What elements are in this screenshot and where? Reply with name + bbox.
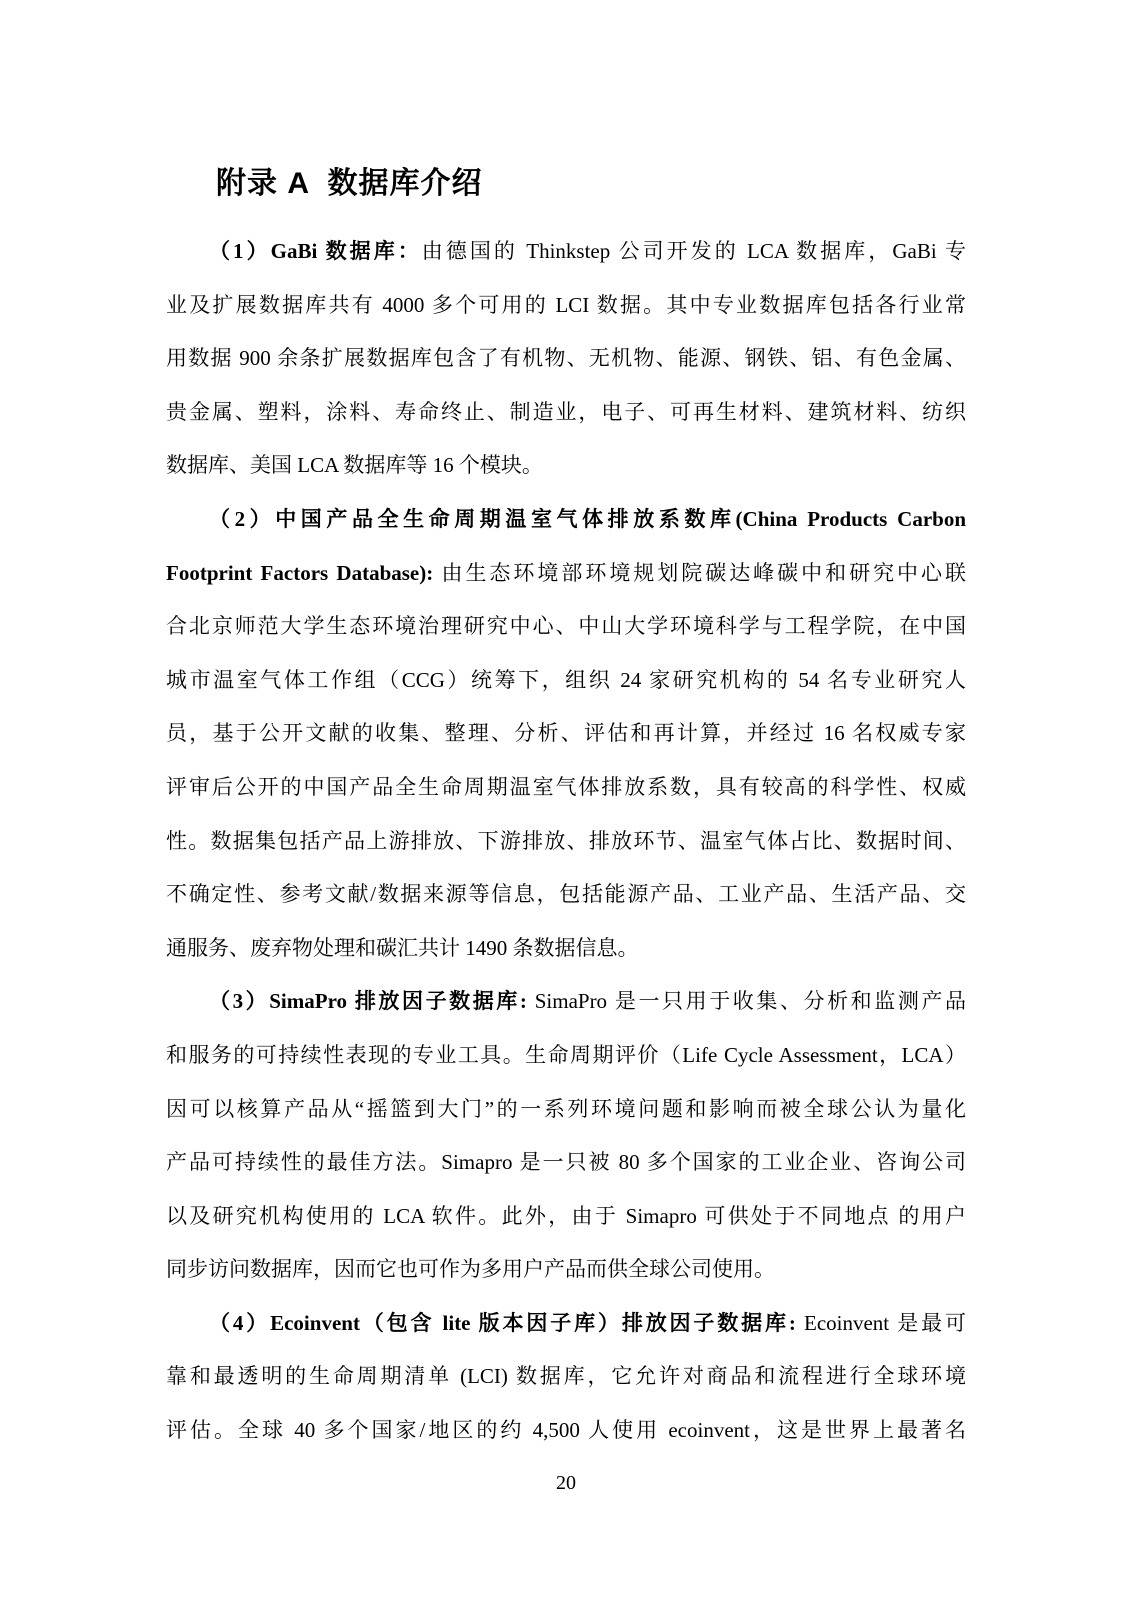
text-segment: 不确定性、参考文献/数据来源等信息，包括能源产品、工业产品、生活产品、交 xyxy=(166,882,966,907)
text-line xyxy=(166,439,966,493)
paragraph-china-products-carbon xyxy=(166,493,966,975)
bold-text-segment: Footprint Factors Database): xyxy=(166,560,442,585)
text-segment: 评估。全球 40 多个国家/地区的约 4,500 人使用 ecoinvent，这是世界上最著名 xyxy=(166,1418,966,1443)
text-line xyxy=(166,654,966,708)
document-body xyxy=(166,225,966,1458)
text-line xyxy=(166,493,966,547)
paragraph-simapro xyxy=(166,975,966,1297)
paragraph-ecoinvent xyxy=(166,1297,966,1458)
text-line xyxy=(166,332,966,386)
text-segment: 贵金属、塑料，涂料、寿命终止、制造业，电子、可再生材料、建筑材料、纺织 xyxy=(166,399,966,424)
text-segment: 通服务、废弃物处理和碳汇共计 1490 条数据信息。 xyxy=(166,935,639,960)
text-segment: 因可以核算产品从“摇篮到大门”的一系列环境问题和影响而被全球公认为量化 xyxy=(166,1096,966,1121)
text-line xyxy=(166,1350,966,1404)
text-segment: 同步访问数据库，因而它也可作为多用户产品而供全球公司使用。 xyxy=(166,1257,775,1282)
text-line xyxy=(166,1029,966,1083)
text-segment: 评审后公开的中国产品全生命周期温室气体排放系数，具有较高的科学性、权威 xyxy=(166,774,966,799)
text-line xyxy=(166,386,966,440)
text-line xyxy=(166,1243,966,1297)
bold-text-segment: （3）SimaPro 排放因子数据库: xyxy=(209,989,527,1014)
text-segment: 性。数据集包括产品上游排放、下游排放、排放环节、温室气体占比、数据时间、 xyxy=(166,828,966,853)
text-line xyxy=(166,761,966,815)
bold-text-segment: （4）Ecoinvent（包含 lite 版本因子库）排放因子数据库: xyxy=(209,1310,796,1335)
bold-text-segment: （1）GaBi 数据库： xyxy=(209,239,422,263)
text-segment: Ecoinvent 是最可 xyxy=(795,1310,966,1335)
paragraph-gabi xyxy=(166,225,966,493)
bold-text-segment: （2）中国产品全生命周期温室气体排放系数库(China Products Carbon xyxy=(209,506,966,531)
text-segment: 由德国的 Thinkstep 公司开发的 LCA 数据库，GaBi 专 xyxy=(421,239,966,263)
page-number: 20 xyxy=(556,1472,576,1494)
text-line xyxy=(166,922,966,976)
text-line xyxy=(166,547,966,601)
text-line xyxy=(166,868,966,922)
text-segment: 合北京师范大学生态环境治理研究中心、中山大学环境科学与工程学院，在中国 xyxy=(166,614,966,639)
text-segment: 由生态环境部环境规划院碳达峰碳中和研究中心联 xyxy=(441,560,966,585)
text-segment: 业及扩展数据库共有 4000 多个可用的 LCI 数据。其中专业数据库包括各行业常 xyxy=(166,292,966,317)
text-segment: 员，基于公开文献的收集、整理、分析、评估和再计算，并经过 16 名权威专家 xyxy=(166,721,966,746)
text-segment: 以及研究机构使用的 LCA 软件。此外，由于 Simapro 可供处于不同地点 的用户 xyxy=(166,1203,966,1228)
text-segment: 靠和最透明的生命周期清单 (LCI) 数据库，它允许对商品和流程进行全球环境 xyxy=(166,1364,966,1389)
text-line xyxy=(166,975,966,1029)
text-segment: 和服务的可持续性表现的专业工具。生命周期评价（Life Cycle Assessment，LCA） xyxy=(166,1042,966,1067)
text-line xyxy=(166,1190,966,1244)
text-segment: 城市温室气体工作组（CCG）统筹下，组织 24 家研究机构的 54 名专业研究人 xyxy=(166,667,966,692)
text-line xyxy=(166,1136,966,1190)
text-segment: SimaPro 是一只用于收集、分析和监测产品 xyxy=(526,989,966,1014)
text-line xyxy=(166,600,966,654)
text-line xyxy=(166,1297,966,1351)
text-line xyxy=(166,1404,966,1458)
text-line xyxy=(166,707,966,761)
text-segment: 数据库、美国 LCA 数据库等 16 个模块。 xyxy=(166,453,543,478)
text-segment: 产品可持续性的最佳方法。Simapro 是一只被 80 多个国家的工业企业、咨询公司 xyxy=(166,1150,966,1175)
text-line xyxy=(166,815,966,869)
text-segment: 用数据 900 余条扩展数据库包含了有机物、无机物、能源、钢铁、铝、有色金属、 xyxy=(166,346,966,371)
text-line xyxy=(166,225,966,279)
text-line xyxy=(166,279,966,333)
appendix-title: 附录 A 数据库介绍 xyxy=(216,167,483,200)
text-line xyxy=(166,1083,966,1137)
